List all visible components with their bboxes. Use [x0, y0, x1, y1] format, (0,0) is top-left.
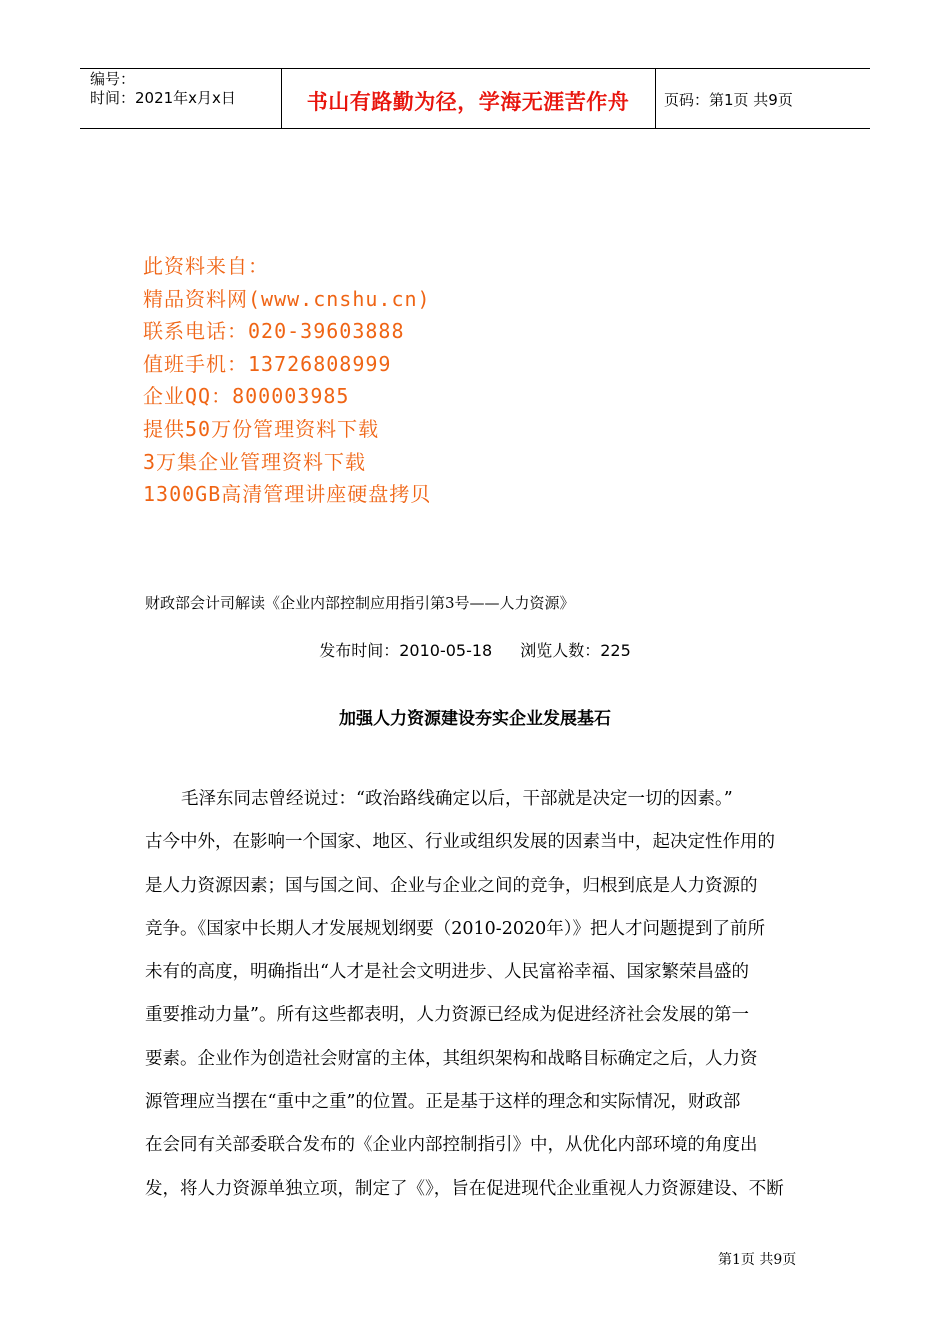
article-title: 加强人力资源建设夯实企业发展基石 [339, 709, 611, 729]
promo-block [143, 250, 431, 511]
body-line: 在会同有关部委联合发布的《企业内部控制指引》中，从优化内部环境的角度出 [145, 1135, 758, 1156]
view-count: 浏览人数：225 [520, 641, 631, 660]
promo-line: 联系电话：020-39603888 [143, 319, 405, 344]
promo-line: 此资料来自： [143, 254, 269, 278]
document-caption: 财政部会计司解读《企业内部控制应用指引第3号——人力资源》 [145, 594, 575, 612]
body-line: 是人力资源因素；国与国之间、企业与企业之间的竞争，归根到底是人力资源的 [145, 875, 758, 896]
body-line: 源管理应当摆在“重中之重”的位置。正是基于这样的理念和实际情况，财政部 [145, 1092, 741, 1113]
serial-label: 编号： [90, 70, 136, 88]
promo-line: 提供50万份管理资料下载 [143, 416, 380, 441]
body-line: 毛泽东同志曾经说过：“政治路线确定以后，干部就是决定一切的因素。” [181, 789, 733, 809]
publish-meta [0, 638, 950, 661]
promo-line: 1300GB高清管理讲座硬盘拷贝 [143, 482, 432, 507]
promo-line: 值班手机：13726808999 [143, 351, 392, 376]
header-top-rule [80, 68, 870, 69]
promo-line: 精品资料网(www.cnshu.cn) [143, 286, 431, 311]
date-label: 时间：2021年x月x日 [90, 89, 236, 107]
body-line: 重要推动力量”。所有这些都表明，人力资源已经成为促进经济社会发展的第一 [145, 1005, 749, 1026]
body-line: 要素。企业作为创造社会财富的主体，其组织架构和战略目标确定之后，人力资 [145, 1048, 758, 1069]
header-page-number: 页码：第1页 共9页 [664, 91, 793, 109]
article-body [145, 778, 807, 1211]
header-divider [655, 68, 656, 128]
promo-line: 3万集企业管理资料下载 [143, 449, 367, 474]
header-info [90, 70, 236, 108]
body-line: 竞争。《国家中长期人才发展规划纲要（2010-2020年）》把人才问题提到了前所 [145, 918, 765, 939]
body-line: 发，将人力资源单独立项，制定了《》，旨在促进现代企业重视人力资源建设、不断 [145, 1178, 784, 1199]
body-line: 未有的高度，明确指出“人才是社会文明进步、人民富裕幸福、国家繁荣昌盛的 [145, 962, 749, 983]
publish-date: 发布时间：2010-05-18 [319, 641, 493, 660]
header-bottom-rule [80, 128, 870, 129]
footer-page-number: 第1页 共9页 [718, 1252, 797, 1268]
header-motto: 书山有路勤为径，学海无涯苦作舟 [306, 90, 630, 114]
body-line: 古今中外，在影响一个国家、地区、行业或组织发展的因素当中，起决定性作用的 [145, 832, 775, 853]
promo-line: 企业QQ：800003985 [143, 384, 350, 409]
